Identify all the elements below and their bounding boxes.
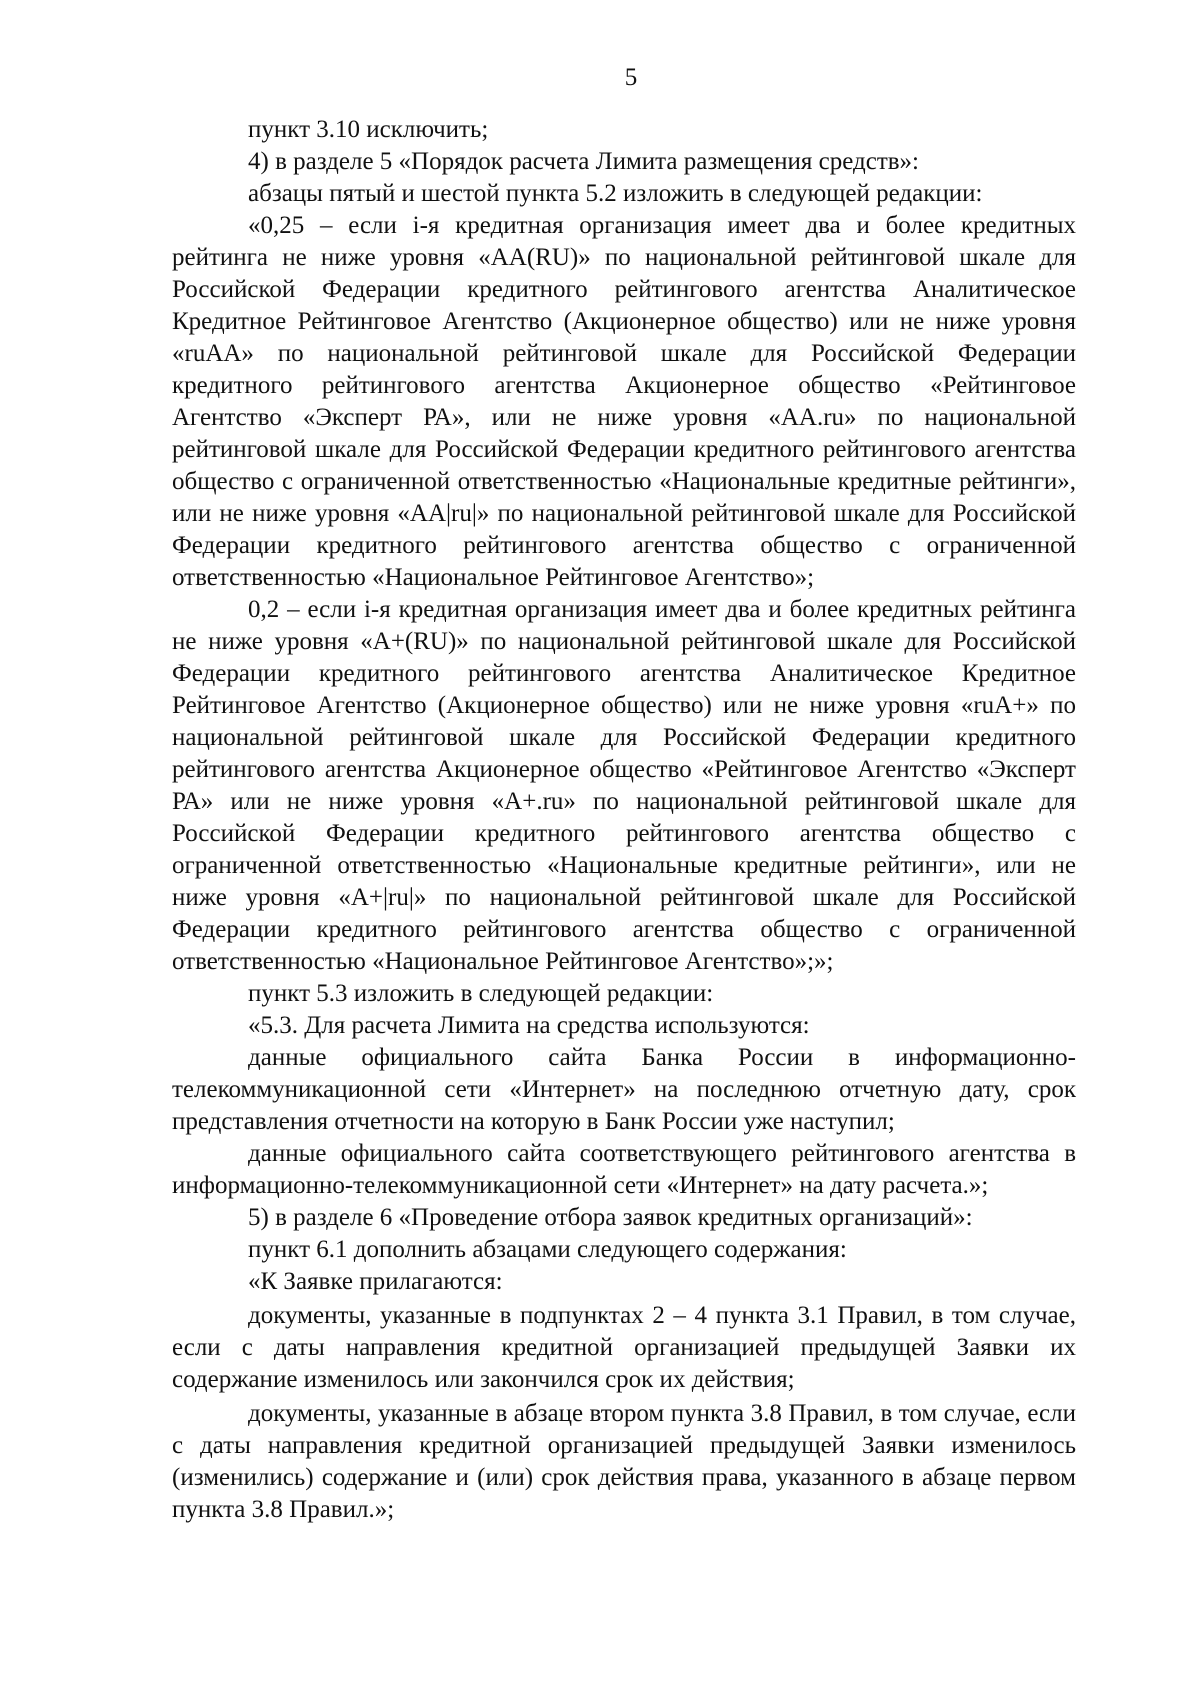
paragraph: документы, указанные в подпунктах 2 – 4 пункта 3.1 Правил, в том случае, если с даты направления кредитной организацией предыдущей Заявки их содержание изменилось или закончился срок их действия; bbox=[172, 1302, 1076, 1393]
paragraph: документы, указанные в абзаце втором пункта 3.8 Правил, в том случае, если с даты направления кредитной организацией предыдущей Заявки изменилось (изменились) содержание и (или) срок действия права, указанного в абзаце первом пункта 3.8 Правил.»; bbox=[172, 1400, 1076, 1523]
paragraph: 4) в разделе 5 «Порядок расчета Лимита размещения средств»: bbox=[248, 148, 919, 175]
paragraph: «0,25 – если i-я кредитная организация имеет два и более кредитных рейтинга не ниже уровня «AA(RU)» по национальной рейтинговой шкале для Российской Федерации кредитного рейтингового агентства Аналитическое Кредитное Рейтинговое Агентство (Акционерное общество) или не ниже уровня «ruAA» по национальной рейтинговой шкале для Российской Федерации кредитного рейтингового агентства Акционерное общество «Рейтинговое Агентство «Эксперт РА», или не ниже уровня «AA.ru» по национальной рейтинговой шкале для Российской Федерации кредитного рейтингового агентства общество с ограниченной ответственностью «Национальные кредитные рейтинги», или не ниже уровня «AA|ru|» по национальной рейтинговой шкале для Российской Федерации кредитного рейтингового агентства общество с ограниченной ответственностью «Национальное Рейтинговое Агентство»; bbox=[172, 212, 1076, 591]
paragraph: абзацы пятый и шестой пункта 5.2 изложить в следующей редакции: bbox=[248, 180, 983, 207]
paragraph: «К Заявке прилагаются: bbox=[248, 1268, 503, 1295]
page-number: 5 bbox=[624, 64, 638, 91]
paragraph: данные официального сайта Банка России в информационно-телекоммуникационной сети «Интернет» на последнюю отчетную дату, срок представления отчетности на которую в Банк России уже наступил; bbox=[172, 1044, 1076, 1135]
document-body bbox=[172, 114, 1076, 1526]
paragraph: пункт 3.10 исключить; bbox=[248, 116, 489, 143]
paragraph: данные официального сайта соответствующего рейтингового агентства в информационно-телекоммуникационной сети «Интернет» на дату расчета.»; bbox=[172, 1140, 1076, 1199]
paragraph: «5.3. Для расчета Лимита на средства используются: bbox=[248, 1012, 810, 1039]
paragraph: пункт 6.1 дополнить абзацами следующего содержания: bbox=[248, 1236, 847, 1263]
paragraph: 0,2 – если i-я кредитная организация имеет два и более кредитных рейтинга не ниже уровня «A+(RU)» по национальной рейтинговой шкале для Российской Федерации кредитного рейтингового агентства Аналитическое Кредитное Рейтинговое Агентство (Акционерное общество) или не ниже уровня «ruA+» по национальной рейтинговой шкале для Российской Федерации кредитного рейтингового агентства Акционерное общество «Рейтинговое Агентство «Эксперт РА» или не ниже уровня «A+.ru» по национальной рейтинговой шкале для Российской Федерации кредитного рейтингового агентства общество с ограниченной ответственностью «Национальные кредитные рейтинги», или не ниже уровня «A+|ru|» по национальной рейтинговой шкале для Российской Федерации кредитного рейтингового агентства общество с ограниченной ответственностью «Национальное Рейтинговое Агентство»;»; bbox=[172, 596, 1076, 975]
paragraph: пункт 5.3 изложить в следующей редакции: bbox=[248, 980, 714, 1007]
paragraph: 5) в разделе 6 «Проведение отбора заявок кредитных организаций»: bbox=[248, 1204, 973, 1231]
